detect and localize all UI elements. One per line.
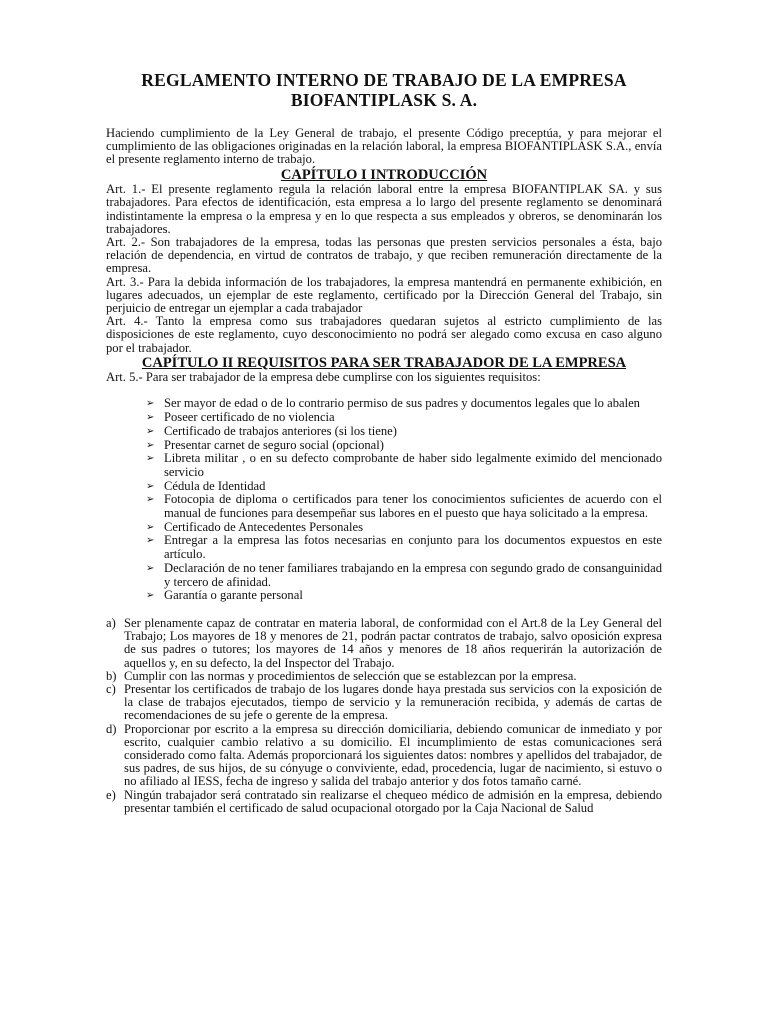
list-marker: b): [106, 668, 117, 683]
list-item: d) Proporcionar por escrito a la empresa su dirección domiciliaria, debiendo comunicar de inmediato y por escrito, cualquier cambio relativo a su domicilio. El incumplimiento de estas comunicaciones será considerado como falta. Además proporcionará los siguientes datos: nombres y apellidos del trabajador, de sus padres, de sus hijos, de su cónyuge o conviviente, edad, procedencia, lugar de nacimiento, si estuvo o no afiliado al IESS, fecha de ingreso y salida del trabajo anterior y dos fotos tamaño carné.: [106, 721, 662, 789]
list-item: ➢ Entregar a la empresa las fotos necesarias en conjunto para los documentos expuestos en este artículo.: [146, 533, 662, 562]
article-1: Art. 1.- El presente reglamento regula la relación laboral entre la empresa BIOFANTIPLAK SA. y sus trabajadores. Para efectos de identificación, esta empresa a lo largo del presente reglamento se denominará indistintamente la empresa o la empresa y en lo que respecta a sus empleados y obreros, se denominarán los trabajadores.: [106, 182, 662, 236]
title-line-1: REGLAMENTO INTERNO DE TRABAJO DE LA EMPRESA: [141, 70, 627, 90]
list-item: ➢ Libreta militar , o en su defecto comprobante de haber sido legalmente eximido del mencionado servicio: [146, 451, 662, 479]
document-title: [106, 70, 662, 110]
article-3: Art. 3.- Para la debida información de los trabajadores, la empresa mantendrá en permanente exhibición, en lugares adecuados, un ejemplar de este reglamento, certificado por la Dirección General del Trabajo, sin perjuicio de entregar un ejemplar a cada trabajador: [106, 274, 662, 315]
arrow-bullet-icon: ➢: [146, 521, 155, 533]
list-marker: e): [106, 787, 116, 802]
list-item: b) Cumplir con las normas y procedimientos de selección que se establezcan por la empresa.: [106, 668, 577, 683]
list-item: ➢ Certificado de Antecedentes Personales: [146, 519, 363, 534]
article-4: Art. 4.- Tanto la empresa como sus trabajadores quedaran sujetos al estricto cumplimiento de las disposiciones de este reglamento, cuyo desconocimiento no podrá ser alegado como excusa en caso alguno por el trabajador.: [106, 314, 662, 355]
list-item: a) Ser plenamente capaz de contratar en materia laboral, de conformidad con el Art.8 de la Ley General del Trabajo; Los mayores de 18 y menores de 21, podrán pactar contratos de trabajo, salvo oposición expresa de sus padres o tutores; los mayores de 14 años y menores de 18 años requerirán la autorización de aquellos y, en su defecto, la del Inspector del Trabajo.: [106, 616, 662, 670]
list-item: ➢ Presentar carnet de seguro social (opcional): [146, 437, 384, 452]
list-item: ➢ Fotocopia de diploma o certificados para tener los conocimientos suficientes de acuerdo con el manual de funciones para desempeñar sus labores en el puesto que haya solicitado a la empresa.: [146, 492, 662, 521]
list-marker: c): [106, 682, 116, 697]
arrow-bullet-icon: ➢: [146, 480, 155, 492]
list-item: ➢ Declaración de no tener familiares trabajando en la empresa con segundo grado de consanguinidad y tercero de afinidad.: [146, 560, 662, 589]
list-marker: a): [106, 616, 116, 630]
article-5: Art. 5.- Para ser trabajador de la empresa debe cumplirse con los siguientes requisitos:: [106, 370, 541, 385]
arrow-bullet-icon: ➢: [146, 425, 155, 437]
chapter-2-heading: [106, 355, 662, 372]
intro-paragraph: Haciendo cumplimiento de la Ley General de trabajo, el presente Código preceptúa, y para mejorar el cumplimiento de las obligaciones originadas en la relación laboral, la empresa BIOFANTIPLASK S.A., envía el presente reglamento interno de trabajo.: [106, 126, 662, 167]
list-item: ➢ Cédula de Identidad: [146, 478, 266, 493]
title-line-2: BIOFANTIPLASK S. A.: [290, 90, 478, 110]
list-item: ➢ Garantía o garante personal: [146, 588, 303, 603]
chapter-1-text: CAPÍTULO I INTRODUCCIÓN: [280, 166, 488, 183]
article-2: Art. 2.- Son trabajadores de la empresa, todas las personas que presten servicios personales a ésta, bajo relación de dependencia, en virtud de contratos de trabajo, y que reciben remuneración directamente de la empresa.: [106, 234, 662, 276]
list-marker: d): [106, 721, 117, 736]
requirements-list: [106, 397, 662, 603]
arrow-bullet-icon: ➢: [146, 590, 155, 602]
arrow-bullet-icon: ➢: [146, 412, 155, 424]
arrow-bullet-icon: ➢: [146, 535, 155, 547]
list-item: ➢ Poseer certificado de no violencia: [146, 410, 335, 425]
list-item: e) Ningún trabajador será contratado sin realizarse el chequeo médico de admisión en la empresa, debiendo presentar también el certificado de salud ocupacional otorgado por la Caja Nacional de Salud: [106, 787, 662, 815]
arrow-bullet-icon: ➢: [146, 398, 155, 410]
arrow-bullet-icon: ➢: [146, 453, 155, 465]
articles-section: [106, 183, 662, 355]
chapter-2-text: CAPÍTULO II REQUISITOS PARA SER TRABAJADOR DE LA EMPRESA: [141, 354, 627, 371]
list-item: ➢ Certificado de trabajos anteriores (si los tiene): [146, 423, 397, 438]
arrow-bullet-icon: ➢: [146, 494, 155, 506]
chapter-1-heading: [106, 167, 662, 184]
arrow-bullet-icon: ➢: [146, 439, 155, 451]
list-item: ➢ Ser mayor de edad o de lo contrario permiso de sus padres y documentos legales que lo abalen: [146, 396, 640, 411]
alpha-list: [106, 617, 662, 815]
arrow-bullet-icon: ➢: [146, 562, 155, 574]
list-item: c) Presentar los certificados de trabajo de los lugares donde haya prestada sus servicios con la exposición de la clase de trabajos ejecutados, tiempo de servicio y la remuneración recibida, y además de cartas de recomendaciones de su jefe o gerente de la empresa.: [106, 682, 662, 723]
